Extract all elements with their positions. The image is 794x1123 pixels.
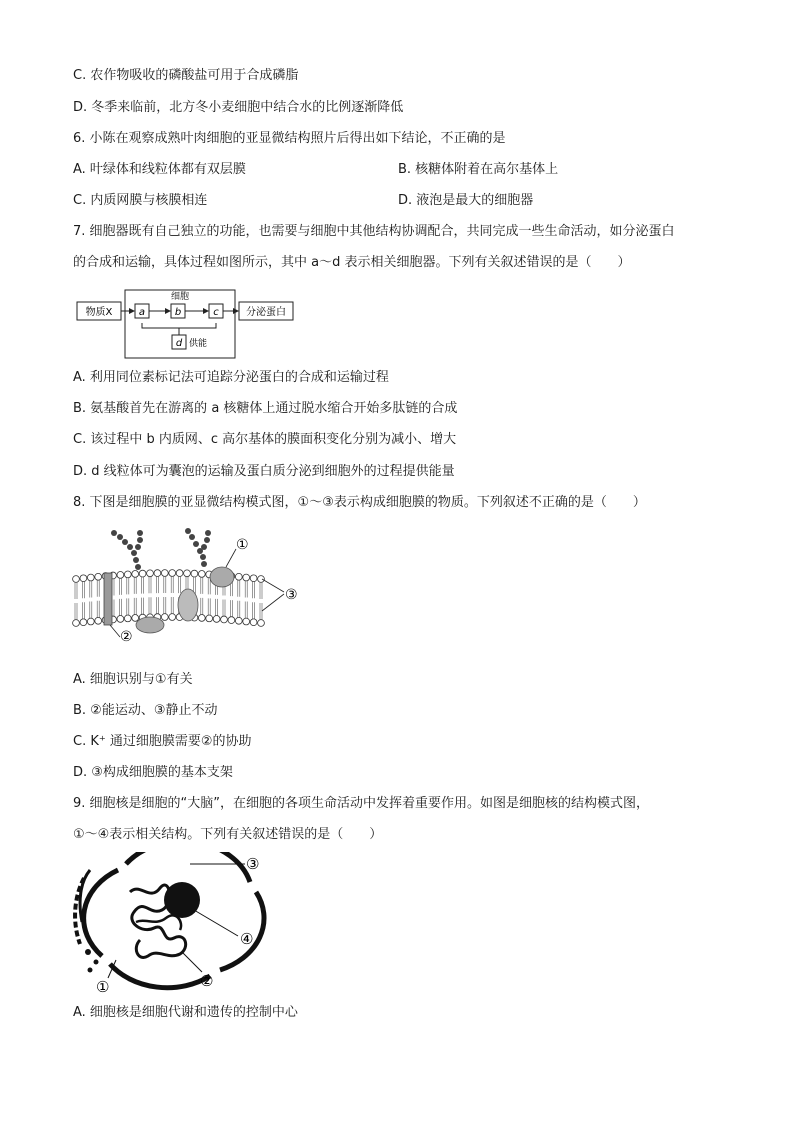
lipid-head xyxy=(250,575,257,582)
organelle-c-label: c xyxy=(213,307,219,318)
q5-option-c: C. 农作物吸收的磷酸盐可用于合成磷脂 xyxy=(73,68,299,83)
lipid-head xyxy=(124,615,131,622)
lipid-head xyxy=(243,618,250,625)
organelle-b-label: b xyxy=(174,307,182,318)
q9-stem-line2: ①～④表示相关结构。下列有关叙述错误的是（ ） xyxy=(73,827,383,842)
q5-option-d: D. 冬季来临前，北方冬小麦细胞中结合水的比例逐渐降低 xyxy=(73,100,404,115)
organelle-d-label: d xyxy=(175,338,183,349)
cell-membrane-diagram xyxy=(70,527,310,642)
lipid-head xyxy=(191,570,198,577)
lipid-head xyxy=(184,570,191,577)
q7-option-d: D. d 线粒体可为囊泡的运输及蛋白质分泌到细胞外的过程提供能量 xyxy=(73,464,455,479)
q6-stem: 6. 小陈在观察成熟叶肉细胞的亚显微结构照片后得出如下结论，不正确的是 xyxy=(73,131,506,146)
lipid-head xyxy=(213,615,220,622)
label-3: ③ xyxy=(285,587,298,603)
q7-stem-line2: 的合成和运输，具体过程如图所示，其中 a～d 表示相关细胞器。下列有关叙述错误的是（ ） xyxy=(73,255,631,270)
lipid-head xyxy=(161,614,168,621)
label-3: ③ xyxy=(246,855,260,873)
lipid-head xyxy=(139,570,146,577)
q8-option-c: C. K⁺ 通过细胞膜需要②的协助 xyxy=(73,734,252,749)
lipid-head xyxy=(206,615,213,622)
lipid-head xyxy=(117,615,124,622)
cell-label: 细胞 xyxy=(170,292,190,302)
q7-option-b: B. 氨基酸首先在游离的 a 核糖体上通过脱水缩合开始多肽链的合成 xyxy=(73,401,458,416)
nucleus-diagram xyxy=(70,852,280,998)
lipid-head xyxy=(176,570,183,577)
lipid-head xyxy=(95,617,102,624)
lipid-head xyxy=(117,571,124,578)
lipid-head xyxy=(147,570,154,577)
input-label: 物质X xyxy=(85,307,113,318)
q7-option-a: A. 利用同位素标记法可追踪分泌蛋白的合成和运输过程 xyxy=(73,370,389,385)
label-1: ① xyxy=(96,978,110,996)
q6-option-b: B. 核糖体附着在高尔基体上 xyxy=(398,162,559,177)
lipid-head xyxy=(228,617,235,624)
energy-label: 供能 xyxy=(189,339,208,349)
q7-stem-line1: 7. 细胞器既有自己独立的功能，也需要与细胞中其他结构协调配合，共同完成一些生命活动，如分泌蛋白 xyxy=(73,224,675,239)
lipid-head xyxy=(235,573,242,580)
lipid-head xyxy=(169,614,176,621)
label-1: ① xyxy=(236,537,249,553)
surface-protein xyxy=(210,567,234,587)
lipid-head xyxy=(87,618,94,625)
label-2: ② xyxy=(120,629,133,642)
q8-option-d: D. ③构成细胞膜的基本支架 xyxy=(73,765,233,780)
lipid-head xyxy=(124,571,131,578)
transmembrane-protein xyxy=(178,589,198,621)
q9-option-a: A. 细胞核是细胞代谢和遗传的控制中心 xyxy=(73,1005,298,1020)
lipid-head xyxy=(95,573,102,580)
lipid-head xyxy=(73,620,80,627)
lipid-head xyxy=(221,616,228,623)
q8-option-b: B. ②能运动、③静止不动 xyxy=(73,703,218,718)
channel-protein xyxy=(104,573,112,625)
label-4: ④ xyxy=(240,930,254,948)
lipid-head xyxy=(132,615,139,622)
lipid-head xyxy=(235,617,242,624)
lipid-head xyxy=(243,574,250,581)
q7-flow-diagram xyxy=(75,287,295,361)
lipid-head xyxy=(73,576,80,583)
lipid-head xyxy=(169,570,176,577)
lipid-head xyxy=(87,574,94,581)
q8-option-a: A. 细胞识别与①有关 xyxy=(73,672,193,687)
organelle-a-label: a xyxy=(138,307,146,318)
lipid-head xyxy=(198,615,205,622)
output-label: 分泌蛋白 xyxy=(246,307,286,318)
lipid-head xyxy=(132,571,139,578)
q7-option-c: C. 该过程中 b 内质网、c 高尔基体的膜面积变化分别为减小、增大 xyxy=(73,432,457,447)
lipid-head xyxy=(154,570,161,577)
q6-option-c: C. 内质网膜与核膜相连 xyxy=(73,193,208,208)
lipid-head xyxy=(258,620,265,627)
lipid-head xyxy=(80,619,87,626)
lipid-head xyxy=(161,570,168,577)
nucleolus xyxy=(164,882,200,918)
q6-option-d: D. 液泡是最大的细胞器 xyxy=(398,193,534,208)
q6-option-a: A. 叶绿体和线粒体都有双层膜 xyxy=(73,162,246,177)
q9-stem-line1: 9. 细胞核是细胞的“大脑”，在细胞的各项生命活动中发挥着重要作用。如图是细胞核的结构模式图， xyxy=(73,796,650,811)
label-2: ② xyxy=(200,972,214,990)
lipid-head xyxy=(258,576,265,583)
q8-stem: 8. 下图是细胞膜的亚显微结构模式图，①～③表示构成细胞膜的物质。下列叙述不正确的是（ ） xyxy=(73,495,646,510)
lipid-head xyxy=(80,575,87,582)
inner-protein xyxy=(136,617,164,633)
lipid-head xyxy=(198,571,205,578)
lipid-head xyxy=(250,619,257,626)
